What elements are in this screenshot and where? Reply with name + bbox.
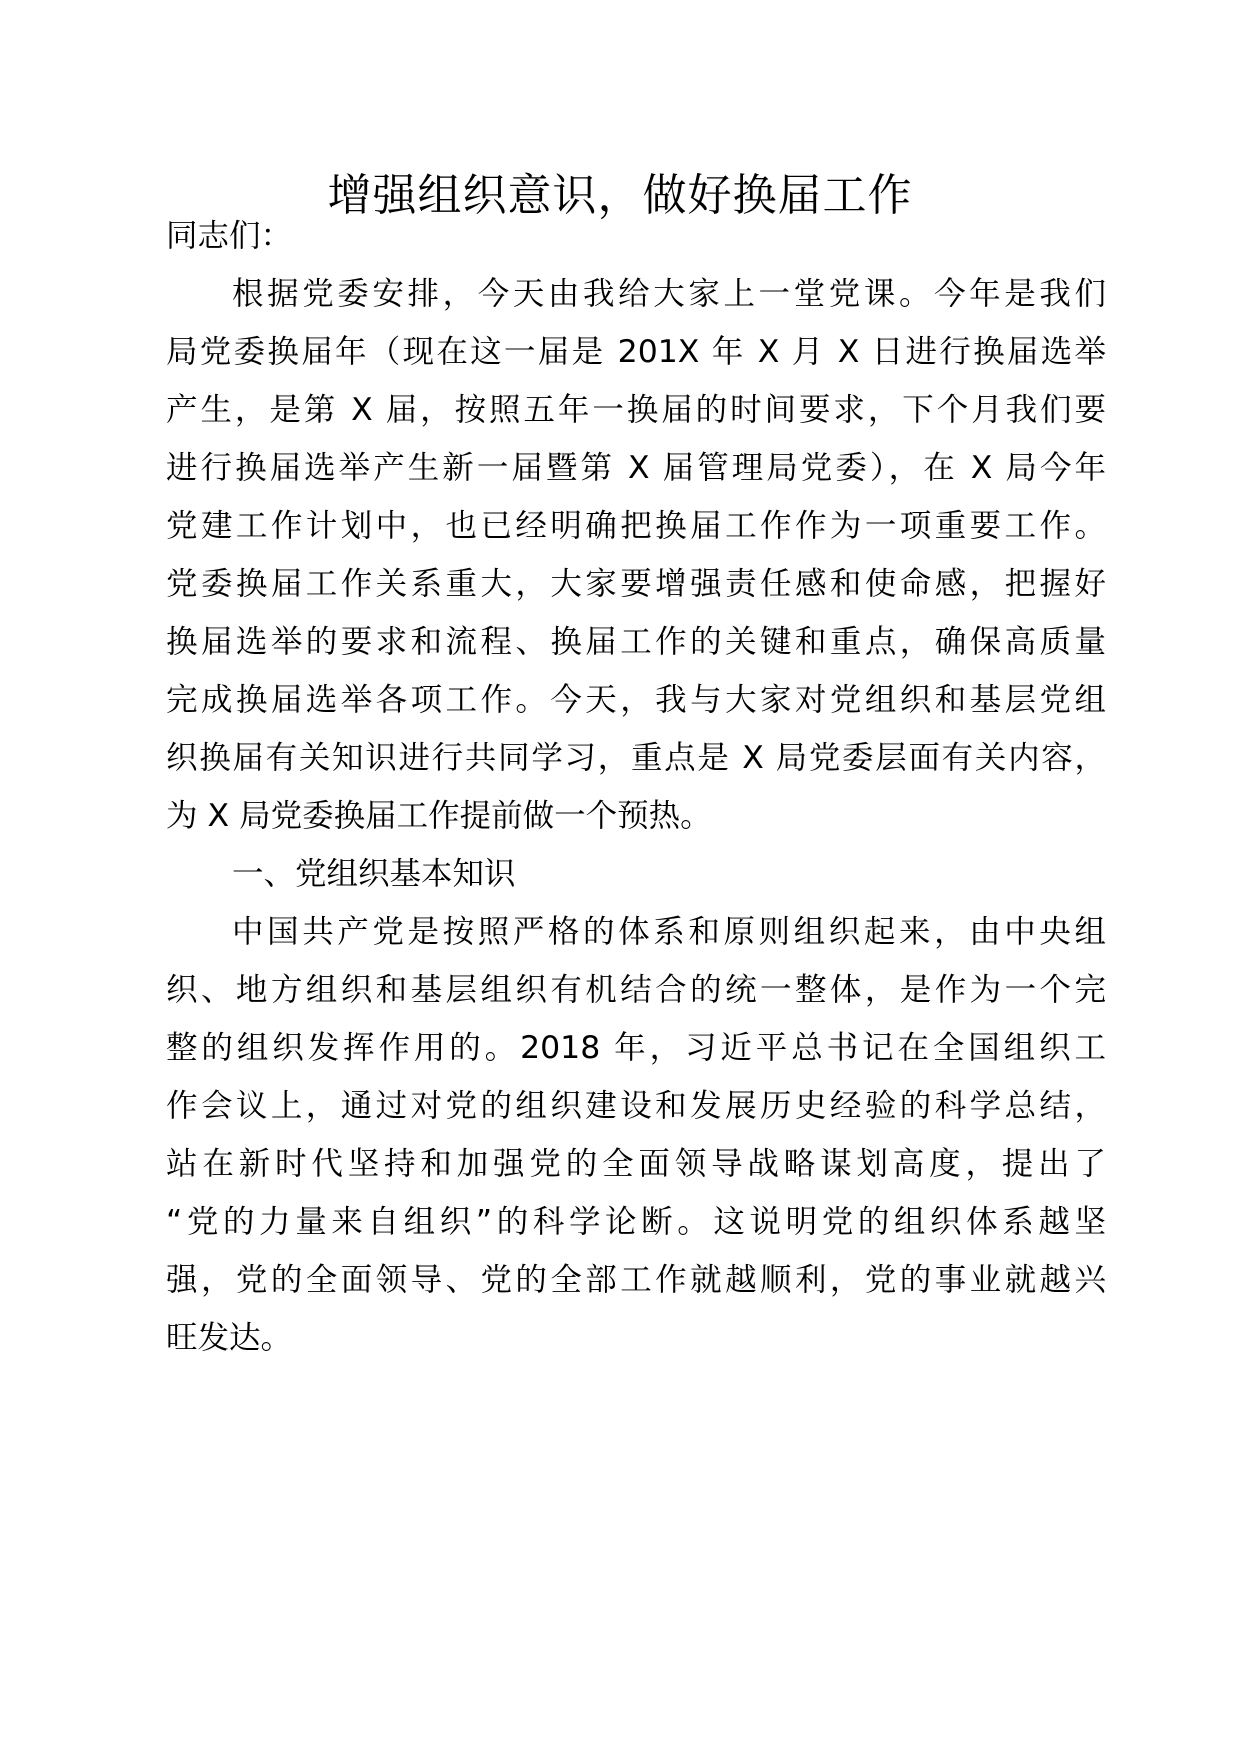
paragraph-line: 整的组织发挥作用的。2018 年，习近平总书记在全国组织工 (166, 1030, 1106, 1066)
paragraph-line: “党的力量来自组织”的科学论断。这说明党的组织体系越坚 (166, 1204, 1106, 1240)
paragraph-line: 强，党的全面领导、党的全部工作就越顺利，党的事业就越兴 (166, 1262, 1106, 1298)
paragraph-line: 换届选举的要求和流程、换届工作的关键和重点，确保高质量 (166, 624, 1106, 660)
document-title: 增强组织意识，做好换届工作 (327, 170, 913, 221)
paragraph-line: 党建工作计划中，也已经明确把换届工作作为一项重要工作。 (166, 508, 1106, 544)
paragraph-line: 站在新时代坚持和加强党的全面领导战略谋划高度，提出了 (166, 1146, 1106, 1182)
paragraph-line: 旺发达。 (166, 1320, 293, 1356)
paragraph-line: 中国共产党是按照严格的体系和原则组织起来，由中央组 (232, 914, 1106, 950)
paragraph-line: 织换届有关知识进行共同学习，重点是 X 局党委层面有关内容， (166, 740, 1106, 776)
section-heading: 一、党组织基本知识 (232, 856, 516, 892)
paragraph-line: 织、地方组织和基层组织有机结合的统一整体，是作为一个完 (166, 972, 1106, 1008)
salutation: 同志们： (166, 218, 293, 254)
paragraph-line: 进行换届选举产生新一届暨第 X 届管理局党委），在 X 局今年 (166, 450, 1106, 486)
paragraph-line: 根据党委安排，今天由我给大家上一堂党课。今年是我们 (232, 276, 1106, 312)
paragraph-line: 作会议上，通过对党的组织建设和发展历史经验的科学总结， (166, 1088, 1106, 1124)
paragraph-line: 产生，是第 X 届，按照五年一换届的时间要求，下个月我们要 (166, 392, 1106, 428)
paragraph-line: 为 X 局党委换届工作提前做一个预热。 (166, 798, 712, 834)
paragraph-line: 局党委换届年（现在这一届是 201X 年 X 月 X 日进行换届选举 (166, 334, 1106, 370)
paragraph-line: 完成换届选举各项工作。今天，我与大家对党组织和基层党组 (166, 682, 1106, 718)
paragraph-line: 党委换届工作关系重大，大家要增强责任感和使命感，把握好 (166, 566, 1106, 602)
